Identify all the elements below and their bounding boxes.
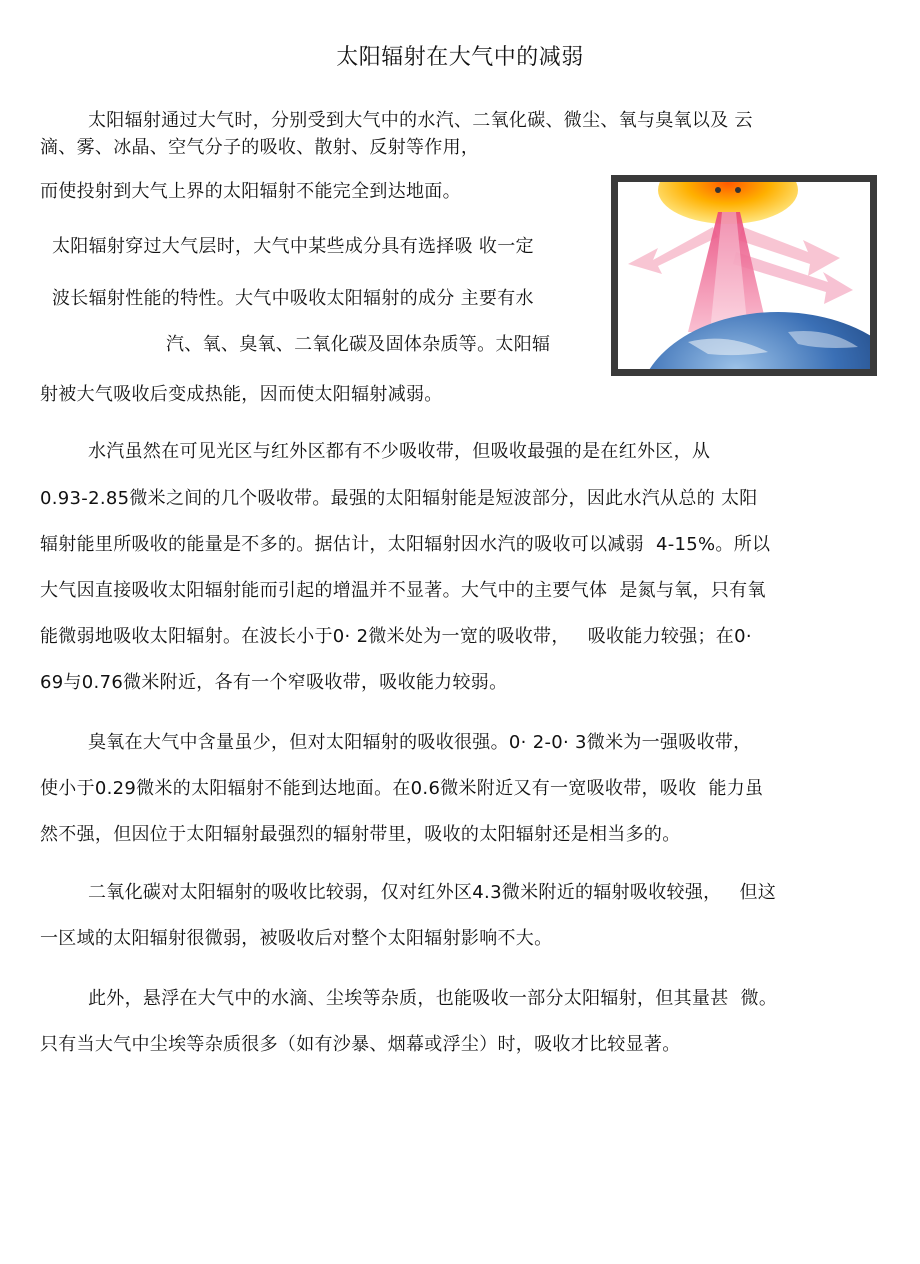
text-line: 水汽虽然在可见光区与红外区都有不少吸收带，但吸收最强的是在红外区，从: [88, 441, 711, 462]
text-line: 汽、氧、臭氧、二氧化碳及固体杂质等。太阳辐: [166, 334, 551, 355]
text-line: 0.93-2.85微米之间的几个吸收带。最强的太阳辐射能是短波部分，因此水汽从总的 太阳: [40, 488, 758, 509]
text-line: 太阳辐射穿过大气层时，大气中某些成分具有选择吸 收一定: [52, 236, 534, 257]
text-line: 太阳辐射通过大气时，分别受到大气中的水汽、二氧化碳、微尘、氧与臭氧以及 云: [88, 110, 753, 131]
text-line: 辐射能里所吸收的能量是不多的。据估计，太阳辐射因水汽的吸收可以减弱 4-15%。所以: [40, 534, 771, 555]
text-line: 滴、雾、冰晶、空气分子的吸收、散射、反射等作用，: [40, 137, 480, 158]
text-line: 射被大气吸收后变成热能，因而使太阳辐射减弱。: [40, 384, 443, 405]
text-line: 只有当大气中尘埃等杂质很多（如有沙暴、烟幕或浮尘）时，吸收才比较显著。: [40, 1034, 681, 1055]
text-line: 使小于0.29微米的太阳辐射不能到达地面。在0.6微米附近又有一宽吸收带，吸收 能力虽: [40, 778, 764, 799]
text-line: 此外，悬浮在大气中的水滴、尘埃等杂质，也能吸收一部分太阳辐射，但其量甚 微。: [88, 988, 778, 1009]
page-title: 太阳辐射在大气中的减弱: [336, 45, 584, 70]
text-line: 而使投射到大气上界的太阳辐射不能完全到达地面。: [40, 181, 461, 202]
sun-radiation-earth-illustration: [618, 182, 870, 369]
text-line: 一区域的太阳辐射很微弱，被吸收后对整个太阳辐射影响不大。: [40, 928, 553, 949]
text-line: 69与0.76微米附近，各有一个窄吸收带，吸收能力较弱。: [40, 672, 508, 693]
text-line: 能微弱地吸收太阳辐射。在波长小于0· 2微米处为一宽的吸收带， 吸收能力较强；在0·: [40, 626, 752, 647]
text-line: 然不强，但因位于太阳辐射最强烈的辐射带里，吸收的太阳辐射还是相当多的。: [40, 824, 681, 845]
text-line: 大气因直接吸收太阳辐射能而引起的增温并不显著。大气中的主要气体 是氮与氧，只有氧: [40, 580, 766, 601]
text-line: 臭氧在大气中含量虽少，但对太阳辐射的吸收很强。0· 2-0· 3微米为一强吸收带，: [88, 732, 752, 753]
text-line: 二氧化碳对太阳辐射的吸收比较弱，仅对红外区4.3微米附近的辐射吸收较强， 但这: [88, 882, 777, 903]
sun-earth-figure: [611, 175, 877, 376]
text-line: 波长辐射性能的特性。大气中吸收太阳辐射的成分 主要有水: [52, 288, 534, 309]
